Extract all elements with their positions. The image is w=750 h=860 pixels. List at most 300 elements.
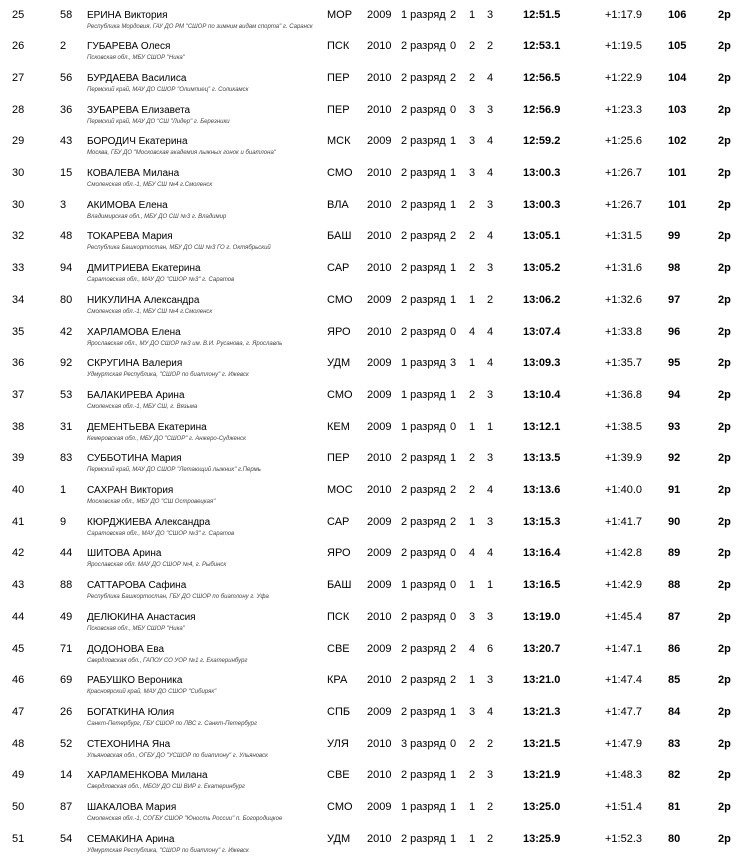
athlete-name: САХРАН Виктория <box>87 485 174 496</box>
athlete-name: БОГАТКИНА Юлия <box>87 706 175 718</box>
shooting-total: 3 <box>487 769 494 782</box>
sport-rank: 2 разряд <box>401 642 446 655</box>
athlete-name: БАЛАКИРЕВА Арина <box>87 389 185 401</box>
region-code: СМО <box>327 388 353 401</box>
sport-rank: 2 разряд <box>401 71 446 84</box>
sport-rank: 2 разряд <box>401 325 446 338</box>
sport-rank: 2 разряд <box>401 769 446 782</box>
athlete-team: Саратовская обл., МАУ ДО "СШОР №3" г. Саратов <box>87 277 235 284</box>
finish-time: 13:25.9 <box>523 832 561 845</box>
finish-time: 13:15.3 <box>523 515 561 528</box>
result-place: 41 <box>12 515 25 528</box>
athlete-name: ХАРЛАМЕНКОВА Милана <box>87 770 208 782</box>
shooting-total: 1 <box>487 420 494 433</box>
result-place: 48 <box>12 737 25 750</box>
shooting-stage-2: 1 <box>469 674 476 687</box>
time-behind: +1:26.7 <box>605 198 643 211</box>
points: 91 <box>668 484 681 496</box>
athlete-team: Ульяновская обл., ОГБУ ДО "УСШОР по биатлону" г. Ульяновск <box>87 752 268 759</box>
athlete-team: Псковская обл., МБУ СШОР "Ника" <box>87 55 185 62</box>
shooting-total: 2 <box>487 737 494 750</box>
birth-year: 2010 <box>367 167 392 179</box>
table-row <box>0 36 750 68</box>
shooting-total: 2 <box>487 832 494 845</box>
bib-number: 15 <box>60 167 73 179</box>
athlete-name: СУББОТИНА Мария <box>87 453 182 465</box>
points: 104 <box>668 71 687 84</box>
athlete-team: Красноярский край, МАУ ДО СШОР "Сибиряк" <box>87 689 217 696</box>
athlete-team: Смоленская обл.-1, МБУ СШ, г. Вязьма <box>87 403 198 410</box>
bib-number: 48 <box>60 230 73 243</box>
shooting-total: 4 <box>487 230 494 243</box>
category: 2р <box>718 8 731 21</box>
shooting-total: 1 <box>487 579 494 592</box>
birth-year: 2009 <box>367 388 392 401</box>
result-place: 37 <box>12 388 25 401</box>
result-place: 34 <box>12 293 25 306</box>
points: 96 <box>668 325 681 338</box>
region-code: ПЕР <box>327 452 350 465</box>
points: 94 <box>668 388 681 401</box>
region-code: ПЕР <box>327 103 350 116</box>
points: 92 <box>668 452 681 465</box>
shooting-total: 3 <box>487 262 494 275</box>
time-behind: +1:47.7 <box>605 705 643 718</box>
shooting-total: 2 <box>487 40 494 53</box>
shooting-stage-2: 2 <box>469 198 476 211</box>
region-code: ЯРО <box>327 547 351 560</box>
birth-year: 2010 <box>367 832 392 845</box>
shooting-stage-2: 2 <box>469 769 476 782</box>
shooting-total: 3 <box>487 198 494 211</box>
shooting-stage-1: 1 <box>450 135 457 148</box>
birth-year: 2009 <box>367 135 392 148</box>
shooting-total: 3 <box>487 103 494 116</box>
points: 80 <box>668 832 681 845</box>
shooting-total: 4 <box>487 135 494 148</box>
finish-time: 13:00.3 <box>523 198 561 211</box>
athlete-team: Смоленская обл.-1, СОГБУ СШОР "Юность России" п. Богородицкое <box>87 816 283 822</box>
shooting-stage-2: 3 <box>469 705 476 718</box>
sport-rank: 1 разряд <box>401 388 446 401</box>
time-behind: +1:47.4 <box>605 674 643 687</box>
shooting-stage-1: 1 <box>450 293 457 306</box>
athlete-name: ДЕЛЮКИНА Анастасия <box>87 611 196 623</box>
sport-rank: 2 разряд <box>401 135 446 148</box>
shooting-stage-1: 1 <box>450 801 457 813</box>
finish-time: 13:21.9 <box>523 769 561 782</box>
region-code: БАШ <box>327 230 352 243</box>
time-behind: +1:51.4 <box>605 801 643 813</box>
athlete-name: ДМИТРИЕВА Екатерина <box>87 263 201 275</box>
category: 2р <box>718 135 731 148</box>
bib-number: 42 <box>60 325 73 338</box>
shooting-stage-2: 2 <box>469 452 476 465</box>
finish-time: 13:21.0 <box>523 674 561 687</box>
time-behind: +1:36.8 <box>605 388 643 401</box>
region-code: МСК <box>327 135 351 148</box>
sport-rank: 1 разряд <box>401 420 446 433</box>
bib-number: 9 <box>60 515 67 528</box>
shooting-stage-2: 1 <box>469 420 476 433</box>
athlete-name: КОВАЛЕВА Милана <box>87 168 180 179</box>
points: 85 <box>668 674 681 687</box>
finish-time: 13:16.4 <box>523 547 561 560</box>
finish-time: 13:25.0 <box>523 801 561 813</box>
shooting-stage-2: 2 <box>469 71 476 84</box>
result-place: 30 <box>12 167 25 179</box>
time-behind: +1:31.6 <box>605 262 643 275</box>
athlete-team: Пермский край, МАУ ДО "СШ "Лидер" г. Березники <box>87 118 230 125</box>
finish-time: 13:09.3 <box>523 357 561 370</box>
time-behind: +1:42.8 <box>605 547 643 560</box>
region-code: ПСК <box>327 40 350 53</box>
bib-number: 26 <box>60 705 73 718</box>
shooting-stage-2: 4 <box>469 642 476 655</box>
athlete-name: ХАРЛАМОВА Елена <box>87 326 181 338</box>
table-row <box>0 5 750 37</box>
region-code: ПСК <box>327 610 350 623</box>
shooting-stage-2: 4 <box>469 325 476 338</box>
athlete-team: Пермский край, МАУ ДО СШОР "Летающий лыжник" г.Пермь <box>87 467 261 474</box>
time-behind: +1:35.7 <box>605 357 643 370</box>
athlete-name: РАБУШКО Вероника <box>87 675 183 687</box>
finish-time: 12:59.2 <box>523 135 561 148</box>
sport-rank: 2 разряд <box>401 674 446 687</box>
bib-number: 88 <box>60 579 73 592</box>
shooting-stage-2: 2 <box>469 737 476 750</box>
athlete-team: Санкт-Петербург, ГБУ СШОР по ЛВС г. Санкт-Петербург <box>87 720 257 727</box>
athlete-name: СТЕХОНИНА Яна <box>87 738 171 750</box>
shooting-stage-1: 0 <box>450 40 457 53</box>
shooting-stage-1: 2 <box>450 642 457 655</box>
shooting-total: 4 <box>487 357 494 370</box>
category: 2р <box>718 674 731 687</box>
points: 102 <box>668 135 687 148</box>
region-code: КРА <box>327 674 348 687</box>
finish-time: 13:05.2 <box>523 262 561 275</box>
region-code: БАШ <box>327 579 352 592</box>
table-row <box>0 512 750 544</box>
points: 86 <box>668 642 681 655</box>
shooting-stage-2: 3 <box>469 167 476 179</box>
shooting-stage-1: 0 <box>450 547 457 560</box>
finish-time: 13:07.4 <box>523 325 561 338</box>
time-behind: +1:52.3 <box>605 832 643 845</box>
result-place: 45 <box>12 642 25 655</box>
table-row <box>0 131 750 163</box>
birth-year: 2009 <box>367 420 392 433</box>
birth-year: 2010 <box>367 674 392 687</box>
athlete-team: Ярославская обл. МАУ ДО СШОР №4, г. Рыбинск <box>87 562 227 569</box>
sport-rank: 2 разряд <box>401 167 446 179</box>
shooting-stage-2: 1 <box>469 515 476 528</box>
athlete-name: ГУБАРЕВА Олеся <box>87 41 171 53</box>
table-row <box>0 258 750 290</box>
shooting-stage-1: 2 <box>450 71 457 84</box>
bib-number: 94 <box>60 262 73 275</box>
category: 2р <box>718 801 731 813</box>
shooting-stage-2: 3 <box>469 610 476 623</box>
sport-rank: 2 разряд <box>401 610 446 623</box>
table-row <box>0 322 750 354</box>
category: 2р <box>718 420 731 433</box>
birth-year: 2009 <box>367 579 392 592</box>
table-row <box>0 448 750 480</box>
athlete-name: СЕМАКИНА Арина <box>87 833 175 845</box>
shooting-stage-1: 3 <box>450 357 457 370</box>
category: 2р <box>718 357 731 370</box>
result-place: 44 <box>12 610 25 623</box>
time-behind: +1:32.6 <box>605 293 643 306</box>
birth-year: 2009 <box>367 357 392 370</box>
table-row <box>0 226 750 258</box>
table-row <box>0 575 750 607</box>
time-behind: +1:19.5 <box>605 40 643 53</box>
points: 99 <box>668 230 681 243</box>
finish-time: 13:05.1 <box>523 230 561 243</box>
shooting-total: 2 <box>487 801 494 813</box>
sport-rank: 2 разряд <box>401 262 446 275</box>
bib-number: 53 <box>60 388 73 401</box>
points: 101 <box>668 198 687 211</box>
time-behind: +1:39.9 <box>605 452 643 465</box>
bib-number: 52 <box>60 737 73 750</box>
shooting-total: 3 <box>487 515 494 528</box>
bib-number: 14 <box>60 769 73 782</box>
sport-rank: 1 разряд <box>401 579 446 592</box>
category: 2р <box>718 293 731 306</box>
birth-year: 2010 <box>367 230 392 243</box>
result-place: 32 <box>12 230 25 243</box>
points: 82 <box>668 769 681 782</box>
region-code: МОС <box>327 484 353 496</box>
athlete-team: Смоленская обл.-1, МБУ СШ №4 г.Смоленск <box>87 182 213 188</box>
result-place: 47 <box>12 705 25 718</box>
sport-rank: 3 разряд <box>401 737 446 750</box>
points: 95 <box>668 357 681 370</box>
result-place: 49 <box>12 769 25 782</box>
bib-number: 36 <box>60 103 73 116</box>
athlete-team: Республика Башкортостан, МБУ ДО СШ №3 ГО г. Октябрьский <box>87 245 271 252</box>
sport-rank: 2 разряд <box>401 832 446 845</box>
points: 93 <box>668 420 681 433</box>
shooting-stage-1: 0 <box>450 579 457 592</box>
bib-number: 1 <box>60 484 67 496</box>
shooting-total: 3 <box>487 452 494 465</box>
points: 98 <box>668 262 681 275</box>
result-place: 40 <box>12 484 25 496</box>
shooting-stage-1: 0 <box>450 103 457 116</box>
result-place: 27 <box>12 71 25 84</box>
athlete-team: Владимирская обл., МБУ ДО СШ №3 г. Владимир <box>87 213 227 220</box>
athlete-name: КЮРДЖИЕВА Александра <box>87 516 211 528</box>
time-behind: +1:47.1 <box>605 642 643 655</box>
shooting-stage-2: 1 <box>469 579 476 592</box>
category: 2р <box>718 737 731 750</box>
finish-time: 13:21.3 <box>523 705 561 718</box>
points: 103 <box>668 103 687 116</box>
birth-year: 2010 <box>367 737 392 750</box>
athlete-name: ДОДОНОВА Ева <box>87 643 165 655</box>
shooting-stage-1: 0 <box>450 610 457 623</box>
athlete-name: БУРДАЕВА Василиса <box>87 72 187 84</box>
category: 2р <box>718 262 731 275</box>
bib-number: 87 <box>60 801 73 813</box>
bib-number: 44 <box>60 547 73 560</box>
athlete-team: Республика Мордовия, ГАУ ДО РМ "СШОР по зимним видам спорта" г. Саранск <box>87 23 313 30</box>
finish-time: 13:00.3 <box>523 167 561 179</box>
region-code: СМО <box>327 167 353 179</box>
shooting-stage-1: 1 <box>450 769 457 782</box>
points: 106 <box>668 8 687 21</box>
shooting-stage-2: 2 <box>469 40 476 53</box>
athlete-name: ТОКАРЕВА Мария <box>87 231 173 243</box>
shooting-stage-2: 2 <box>469 388 476 401</box>
shooting-total: 4 <box>487 325 494 338</box>
result-place: 30 <box>12 198 25 211</box>
birth-year: 2010 <box>367 325 392 338</box>
bib-number: 3 <box>60 198 67 211</box>
sport-rank: 2 разряд <box>401 198 446 211</box>
result-place: 43 <box>12 579 25 592</box>
result-place: 39 <box>12 452 25 465</box>
finish-time: 13:19.0 <box>523 610 561 623</box>
time-behind: +1:40.0 <box>605 484 643 496</box>
shooting-stage-1: 1 <box>450 388 457 401</box>
result-place: 25 <box>12 8 25 21</box>
sport-rank: 2 разряд <box>401 547 446 560</box>
sport-rank: 2 разряд <box>401 103 446 116</box>
shooting-stage-1: 1 <box>450 167 457 179</box>
bib-number: 92 <box>60 357 73 370</box>
category: 2р <box>718 388 731 401</box>
athlete-team: Республика Башкортостан, ГБУ ДО СШОР по биатлону г. Уфа <box>87 594 269 601</box>
shooting-stage-2: 1 <box>469 357 476 370</box>
athlete-team: Удмуртская Республика, "СШОР по биатлону" г. Ижевск <box>87 372 249 379</box>
birth-year: 2010 <box>367 452 392 465</box>
time-behind: +1:41.7 <box>605 515 643 528</box>
table-row <box>0 385 750 417</box>
region-code: ВЛА <box>327 198 349 211</box>
table-row <box>0 195 750 227</box>
result-place: 38 <box>12 420 25 433</box>
region-code: МОР <box>327 8 353 21</box>
shooting-stage-2: 1 <box>469 293 476 306</box>
athlete-name: СКРУГИНА Валерия <box>87 358 183 370</box>
time-behind: +1:26.7 <box>605 167 643 179</box>
table-row <box>0 765 750 797</box>
result-place: 33 <box>12 262 25 275</box>
shooting-total: 4 <box>487 547 494 560</box>
shooting-total: 3 <box>487 610 494 623</box>
birth-year: 2009 <box>367 515 392 528</box>
shooting-stage-1: 0 <box>450 325 457 338</box>
result-place: 28 <box>12 103 25 116</box>
shooting-stage-1: 2 <box>450 8 457 21</box>
shooting-total: 3 <box>487 674 494 687</box>
points: 89 <box>668 547 681 560</box>
shooting-stage-2: 2 <box>469 484 476 496</box>
finish-time: 12:51.5 <box>523 8 561 21</box>
athlete-team: Свердловская обл., ГАПОУ СО УОР №1 г. Екатеринбург <box>87 657 248 664</box>
bib-number: 54 <box>60 832 73 845</box>
time-behind: +1:22.9 <box>605 71 643 84</box>
birth-year: 2010 <box>367 262 392 275</box>
sport-rank: 1 разряд <box>401 801 446 813</box>
shooting-stage-1: 1 <box>450 705 457 718</box>
shooting-stage-2: 4 <box>469 547 476 560</box>
region-code: ЯРО <box>327 325 351 338</box>
table-row <box>0 68 750 100</box>
table-row <box>0 543 750 575</box>
sport-rank: 1 разряд <box>401 357 446 370</box>
points: 88 <box>668 579 681 592</box>
shooting-stage-2: 2 <box>469 262 476 275</box>
birth-year: 2010 <box>367 610 392 623</box>
athlete-team: Ярославская обл., МУ ДО СШОР №3 им. В.И. Русанова, г. Ярославль <box>87 340 283 347</box>
sport-rank: 2 разряд <box>401 40 446 53</box>
region-code: САР <box>327 262 350 275</box>
sport-rank: 2 разряд <box>401 230 446 243</box>
time-behind: +1:47.9 <box>605 737 643 750</box>
category: 2р <box>718 579 731 592</box>
shooting-stage-2: 1 <box>469 801 476 813</box>
shooting-stage-1: 2 <box>450 230 457 243</box>
shooting-stage-2: 1 <box>469 832 476 845</box>
table-row <box>0 829 750 860</box>
birth-year: 2009 <box>367 705 392 718</box>
athlete-team: Кемеровская обл., МБУ ДО "СШОР" г. Анжеро-Судженск <box>87 435 246 442</box>
table-row <box>0 480 750 512</box>
table-row <box>0 417 750 449</box>
table-row <box>0 734 750 766</box>
category: 2р <box>718 230 731 243</box>
athlete-team: Пермский край, МАУ ДО СШОР "Олимпиец" г. Соликамск <box>87 86 249 93</box>
sport-rank: 2 разряд <box>401 515 446 528</box>
shooting-stage-1: 0 <box>450 420 457 433</box>
shooting-stage-2: 3 <box>469 135 476 148</box>
finish-time: 13:12.1 <box>523 420 561 433</box>
category: 2р <box>718 71 731 84</box>
shooting-stage-2: 2 <box>469 230 476 243</box>
category: 2р <box>718 40 731 53</box>
category: 2р <box>718 198 731 211</box>
athlete-team: Псковская обл., МБУ СШОР "Ника" <box>87 625 185 632</box>
athlete-name: БОРОДИЧ Екатерина <box>87 136 188 148</box>
category: 2р <box>718 642 731 655</box>
points: 97 <box>668 293 681 306</box>
result-place: 46 <box>12 674 25 687</box>
points: 105 <box>668 40 687 53</box>
athlete-name: ЗУБАРЕВА Елизавета <box>87 104 191 116</box>
region-code: СВЕ <box>327 642 350 655</box>
region-code: УДМ <box>327 357 351 370</box>
athlete-name: ШИТОВА Арина <box>87 548 162 560</box>
birth-year: 2009 <box>367 8 392 21</box>
time-behind: +1:33.8 <box>605 325 643 338</box>
athlete-team: Свердловская обл., МБОУ ДО СШ ВИР г. Екатеринбург <box>87 784 245 791</box>
table-row <box>0 797 750 829</box>
finish-time: 12:53.1 <box>523 40 561 53</box>
athlete-name: ЕРИНА Виктория <box>87 9 168 21</box>
athlete-name: АКИМОВА Елена <box>87 199 168 211</box>
sport-rank: 2 разряд <box>401 484 446 496</box>
birth-year: 2010 <box>367 198 392 211</box>
category: 2р <box>718 769 731 782</box>
table-row <box>0 607 750 639</box>
result-place: 35 <box>12 325 25 338</box>
